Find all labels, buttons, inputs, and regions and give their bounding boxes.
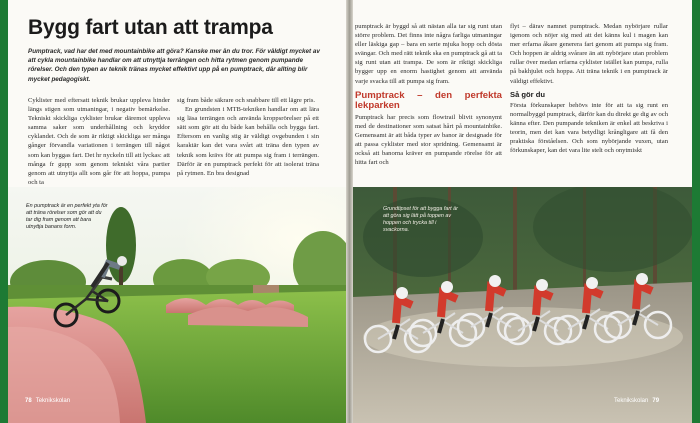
right-page-number: 79 [652, 398, 660, 404]
lead-paragraph: Pumptrack, vad har det med mountainbike att göra? Kanske mer än du tror. För väldigt mycket av att cykla mountainbike handlar om att utnyttja terrängen och hitta rytmen genom pumpande rörelser. Och den typen av teknik tränas mycket effektivt upp på en pumptrack, där allting blir mycket pedagogiskt. [28, 48, 320, 83]
right-page-footer [614, 398, 659, 404]
left-col2-paragraph: sig fram både säkrare och snabbare till ett lägre pris. [177, 97, 316, 104]
right-page-label: Teknikskolan [614, 398, 649, 404]
right-col1-paragraph-2: Pumptrack har precis som flowtrail blivit synonymt med de destinationer som satsat hårt på mountainbike. Gemensamt är att båda typer av banor är designade för att passa cyklister med stor spridning. Gemensamt är också att banorna kräver en pumpande rörelse för att hitta fart och [355, 113, 502, 167]
left-col2-paragraph-2: En grundsten i MTB-tekniken handlar om att lära sig läsa terrängen och använda kroppsrörelser på ett sätt som gör att du både kan behålla och bygga fart. Eftersom en vanlig stig är väldigt ovgebunden i sin karaktär kan det vara svårt att träna den typen av teknik som krävs för att pumpa sig fram i terrängen. Därför är en pumptrack perfekt för att isolerat träna på rytmen. En bra designad [177, 106, 319, 177]
left-column-2 [177, 96, 319, 178]
right-col2-paragraph: flyt – därav namnet pumptrack. Medan nybörjare rullar igenom och nöjer sig med att det känns kul i magen kan mer erfarna åkare generera fart genom att pumpa sig fram. Och hoppen är aldrig svårare än att nybörjare utan problem rullar över medan erfarna cyklister istället kan pumpa, rulla på bakhjulet och hoppa. Att träna teknik i en pumptrack är väldigt effektivt. [510, 23, 668, 85]
left-page-footer [25, 398, 70, 404]
left-page-number: 78 [25, 398, 32, 404]
right-col1-paragraph: pumptrack är byggd så att nästan alla tar sig runt utan större problem. Det finns inte några farliga utmaningar eller läskiga gap – bara en serie mjuka hopp och dösta svängar. Och med rätt teknik ska en pumptrack gå att ta sig runt utan att trampa. De som är riktigt skickliga bygger upp en enorm hastighet genom att använda varje svacka till att pumpa sig fram. [355, 23, 502, 85]
left-photo-caption: En pumptrack är en perfekt yta för att träna rörelser som gör att du tar dig fram genom att bara utnyttja banans form. [26, 203, 108, 230]
right-photo-caption: Grundtipset för att bygga fart är att göra sig lätt på toppen av hoppen och trycka till i svackorna. [383, 206, 458, 233]
right-column-2 [510, 22, 668, 155]
right-column-1 [355, 22, 502, 167]
page-title: Bygg fart utan att trampa [28, 16, 273, 39]
left-col1-paragraph: Cyklister med eftersatt teknik brukar uppleva hinder längs stigen som utmaningar, i negativ bemärkelse. Tekniskt skickliga cyklister brukar däremot uppleva samma saker som underhållning och kryddor cyklandet. Och de som är riktigt skickliga ser många gånger förvandla variationen i terrängen till något som kan byggas fart. Det hr nyckeln till att lyckas: att många fr gupp som genom tekniskt våra partier genom att utnyttja allt som går för att hoppa, pumpa och ta [28, 97, 170, 186]
subhead-sa-gor-du: Så gör du [510, 89, 546, 99]
left-column-1 [28, 96, 170, 187]
left-page-label: Teknikskolan [35, 398, 71, 404]
subhead-pumptrack: Pumptrack – den perfekta lekparken [355, 89, 502, 111]
book-gutter [346, 0, 353, 423]
right-col2-paragraph-2: Första förkunskaper behövs inte för att ta sig runt en normalbyggd pumptrack, därför kan du direkt ge dig av och känna efter. Den pumpande tekniken är enkel att beskriva i teorin, men det kan vara betydligt krångligare att få den praktiska förståelsen. Och som nybörjande vuxen, utan förkunskaper, kan det vara lite stelt och onytmiskt [510, 101, 668, 155]
